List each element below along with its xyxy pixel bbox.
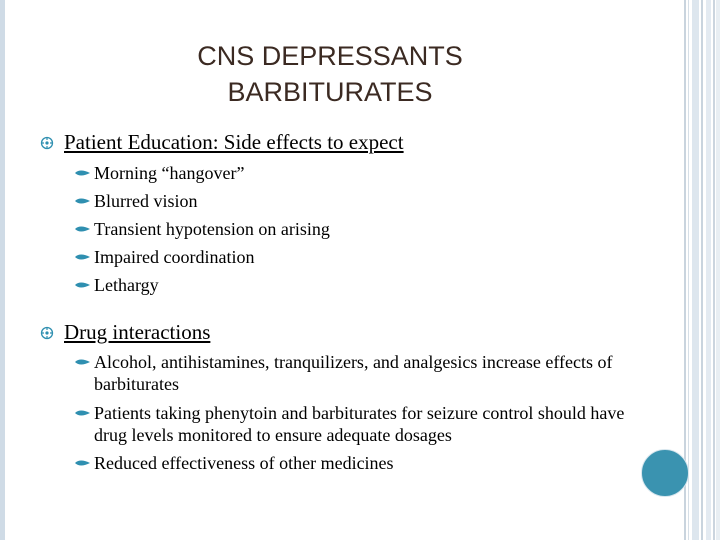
- list-item: Impaired coordination: [94, 247, 255, 267]
- list-item: Patients taking phenytoin and barbiturates for seizure control should have drug levels monitored to ensure adequate dosages: [94, 403, 625, 445]
- section-heading-side-effects: Patient Education: Side effects to expect: [64, 130, 404, 154]
- right-frame-stripe: [701, 0, 703, 540]
- right-frame-stripe: [713, 0, 715, 540]
- right-frame-stripe: [706, 0, 711, 540]
- left-border-rule: [0, 0, 5, 540]
- list-item: Morning “hangover”: [94, 163, 245, 183]
- fleuron-icon: [40, 326, 54, 340]
- slide-title-line-1: CNS DEPRESSANTS: [197, 41, 463, 71]
- leaf-arrow-icon: [74, 458, 91, 468]
- leaf-arrow-icon: [74, 168, 91, 178]
- list-item: Blurred vision: [94, 191, 198, 211]
- leaf-arrow-icon: [74, 196, 91, 206]
- leaf-arrow-icon: [74, 357, 91, 367]
- right-frame-stripe: [716, 0, 720, 540]
- list-item: Alcohol, antihistamines, tranquilizers, and analgesics increase effects of barbiturates: [94, 352, 613, 394]
- fleuron-icon: [40, 136, 54, 150]
- leaf-arrow-icon: [74, 280, 91, 290]
- leaf-arrow-icon: [74, 408, 91, 418]
- right-frame-stripe: [688, 0, 689, 540]
- section-heading-drug-interactions: Drug interactions: [64, 320, 211, 344]
- leaf-arrow-icon: [74, 224, 91, 234]
- leaf-arrow-icon: [74, 252, 91, 262]
- slide-title: [110, 38, 550, 110]
- list-item: Transient hypotension on arising: [94, 219, 330, 239]
- slide-title-line-2: BARBITURATES: [227, 77, 433, 107]
- list-item: Reduced effectiveness of other medicines: [94, 453, 394, 473]
- list-item: Lethargy: [94, 275, 159, 295]
- right-frame-stripe: [692, 0, 699, 540]
- decorative-circle: [641, 449, 689, 497]
